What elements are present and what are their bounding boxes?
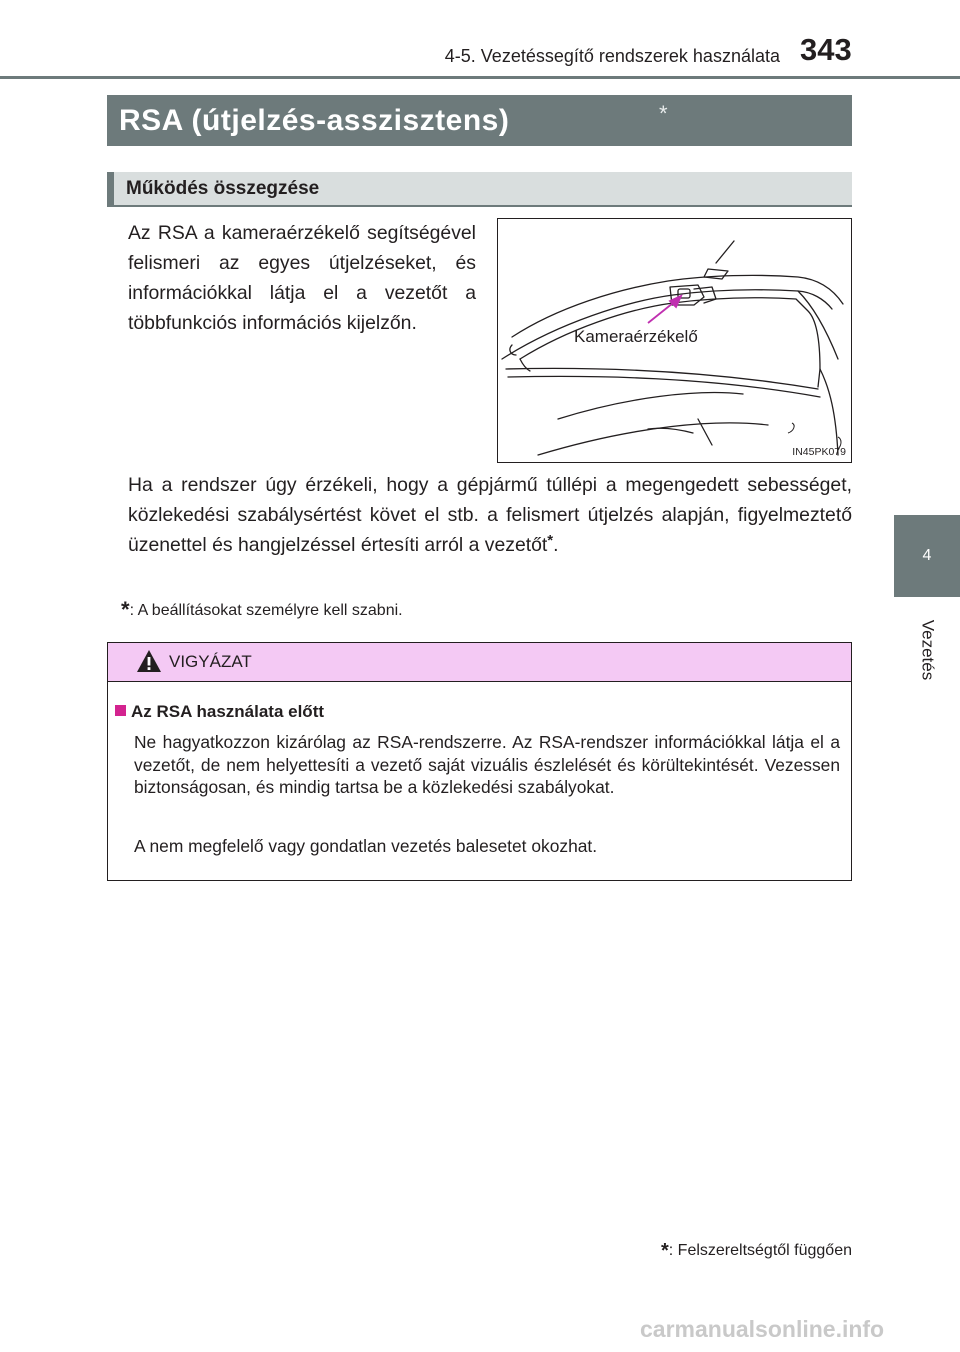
caution-heading: VIGYÁZAT: [169, 652, 252, 671]
intro-paragraph: Az RSA a kameraérzékelő segítségével felismeri az egyes útjelzéseket, és információkkal látja el a vezetőt a többfunkciós információs kijelzőn.: [128, 222, 476, 334]
settings-note: [121, 597, 403, 623]
body-paragraph: [128, 470, 852, 560]
equipment-footnote: [661, 1240, 852, 1263]
header-section-title: 4-5. Vezetéssegítő rendszerek használata: [444, 46, 780, 66]
note-asterisk: *: [121, 597, 130, 622]
page-title: RSA (útjelzés-asszisztens): [119, 104, 510, 137]
header-divider: [0, 76, 960, 79]
title-asterisk: *: [659, 101, 668, 126]
site-watermark: carmanualsonline.info: [640, 1316, 885, 1342]
caution-box: [107, 642, 852, 881]
caution-subheading: [115, 702, 324, 722]
figure-code: IN45PK079: [792, 446, 846, 458]
caution-text-2: A nem megfelelő vagy gondatlan vezetés balesetet okozhat.: [134, 836, 598, 856]
footnote-asterisk: *: [660, 1240, 669, 1262]
chapter-tab: [894, 515, 960, 597]
body-paragraph-text: Ha a rendszer úgy érzékeli, hogy a gépjármű túllépi a megengedett sebességet, közlekedési szabálysértést követ el stb. a felismert útjelzés alapján, figyelmeztető üzenettel és hangjelzéssel értesíti arról a vezetőt: [128, 474, 852, 556]
camera-sensor-figure: [497, 218, 852, 463]
caution-text-1: Ne hagyatkozzon kizárólag az RSA-rendszerre. Az RSA-rendszer információkkal látja el a vezetőt, de nem helyettesíti a vezető saját vizuális észlelését és körültekintését. Vezessen biztonságosan, és mindig tartsa be a közlekedési szabályokat.: [134, 732, 840, 797]
subsection-heading-marker: [107, 172, 114, 207]
footnote-text: : Felszereltségtől függően: [668, 1242, 852, 1259]
chapter-number: 4: [922, 547, 932, 564]
caution-header: [108, 643, 851, 682]
page-number: 343: [800, 32, 852, 67]
warning-triangle-icon: [136, 649, 162, 673]
chapter-label-text: Vezetés: [918, 619, 937, 681]
square-bullet-icon: [115, 705, 126, 716]
body-paragraph-end: .: [553, 534, 559, 556]
chapter-label: [894, 605, 960, 695]
body-asterisk: *: [547, 532, 554, 549]
subsection-heading: [107, 172, 852, 207]
section-title-bar: [107, 95, 852, 146]
subsection-heading-label: Működés összegzése: [126, 178, 320, 199]
note-text: : A beállításokat személyre kell szabni.: [129, 602, 403, 619]
caution-subheading-text: Az RSA használata előtt: [131, 702, 325, 721]
camera-sensor-callout: Kameraérzékelő: [574, 327, 698, 346]
